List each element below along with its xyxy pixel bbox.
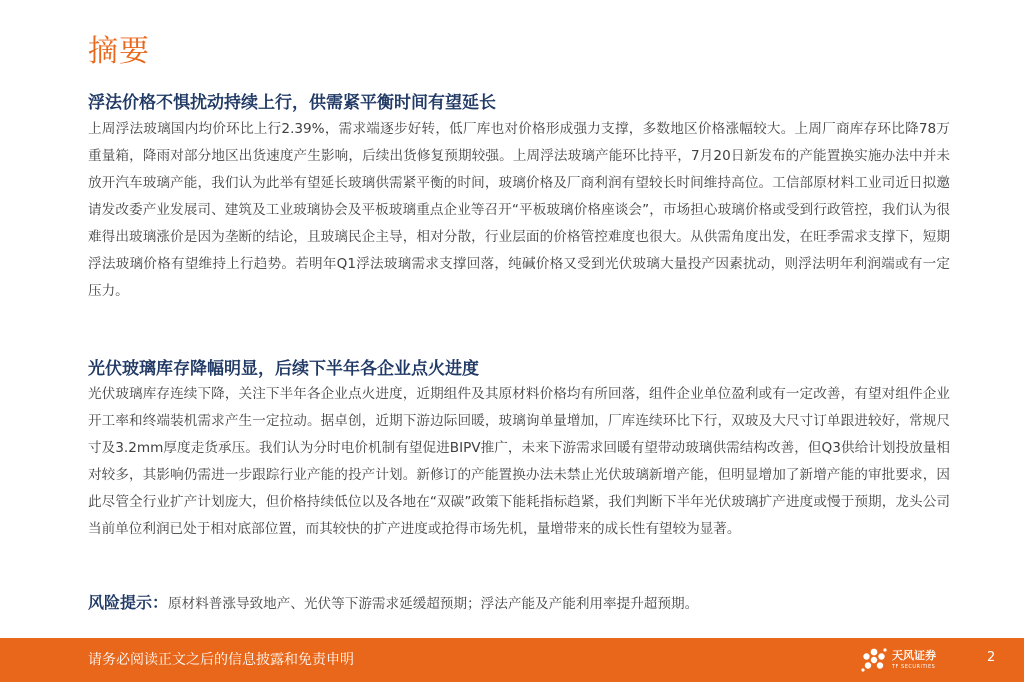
company-logo <box>860 645 950 677</box>
page-title: 摘要 <box>88 34 150 69</box>
risk-warning <box>88 590 968 613</box>
page-number: 2 <box>987 650 996 665</box>
risk-label: 风险提示： <box>88 593 169 612</box>
flower-logo-icon <box>860 646 888 674</box>
section-heading-pv-glass: 光伏玻璃库存降幅明显，后续下半年各企业点火进度 <box>88 359 479 379</box>
section-heading-float-glass: 浮法价格不惧扰动持续上行，供需紧平衡时间有望延长 <box>88 93 496 113</box>
risk-text: 原材料普涨导致地产、光伏等下游需求延缓超预期；浮法产能及产能利用率提升超预期。 <box>168 596 699 612</box>
disclaimer-notice: 请务必阅读正文之后的信息披露和免责申明 <box>88 652 354 668</box>
logo-text-cn: 天风证券 <box>892 649 936 662</box>
section-body-pv-glass: 光伏玻璃库存连续下降，关注下半年各企业点火进度，近期组件及其原材料价格均有所回落，组件企业单位盈利或有一定改善，有望对组件企业开工率和终端装机需求产生一定拉动。据卓创，近期下游边际回暖，玻璃询单量增加，厂库连续环比下行，双玻及大尺寸订单跟进较好，常规尺寸及3.2mm厚度走货承压。我们认为分时电价机制有望促进BIPV推广，未来下游需求回暖有望带动玻璃供需结构改善，但Q3供给计划投放量相对较多，其影响仍需进一步跟踪行业产能的投产计划。新修订的产能置换办法未禁止光伏玻璃新增产能，但明显增加了新增产能的审批要求，因此尽管全行业扩产计划庞大，但价格持续低位以及各地在“双碳”政策下能耗指标趋紧，我们判断下半年光伏玻璃扩产进度或慢于预期，龙头公司当前单位利润已处于相对底部位置，而其较快的扩产进度或抢得市场先机，量增带来的成长性有望较为显著。 <box>88 386 950 537</box>
logo-text-en: TF SECURITIES <box>892 664 936 670</box>
section-body-float-glass: 上周浮法玻璃国内均价环比上行2.39%，需求端逐步好转，低厂库也对价格形成强力支撑，多数地区价格涨幅较大。上周厂商库存环比降78万重量箱，降雨对部分地区出货速度产生影响，后续出货修复预期较强。上周浮法玻璃产能环比持平，7月20日新发布的产能置换实施办法中并未放开汽车玻璃产能，我们认为此举有望延长玻璃供需紧平衡的时间，玻璃价格及厂商利润有望较长时间维持高位。工信部原材料工业司近日拟邀请发改委产业发展司、建筑及工业玻璃协会及平板玻璃重点企业等召开“平板玻璃价格座谈会”，市场担心玻璃价格或受到行政管控，我们认为很难得出玻璃涨价是因为垄断的结论，且玻璃民企主导，相对分散，行业层面的价格管控难度也很大。从供需角度出发，在旺季需求支撑下，短期浮法玻璃价格有望维持上行趋势。若明年Q1浮法玻璃需求支撑回落，纯碱价格又受到光伏玻璃大量投产因素扰动，则浮法明年利润端或有一定压力。 <box>88 121 950 299</box>
footer-bar <box>0 638 1024 682</box>
